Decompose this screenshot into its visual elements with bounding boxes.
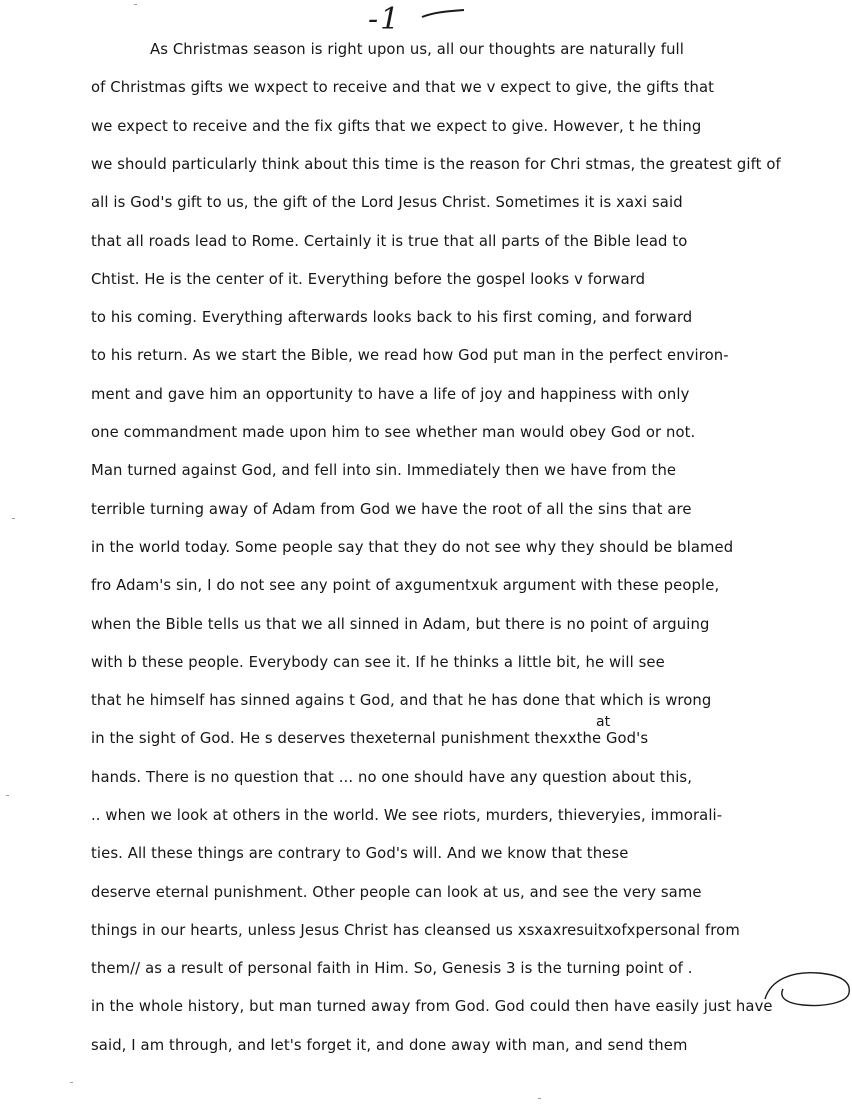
text-line: As Christmas season is right upon us, all our thoughts are naturally full — [150, 41, 684, 58]
text-line: in the sight of God. He s deserves thexeternal punishment thexxthe God's — [91, 730, 649, 747]
handwritten-dash-mark — [420, 8, 466, 22]
interlinear-insert: at — [596, 714, 611, 730]
text-line: Man turned against God, and fell into sin. Immediately then we have from the — [91, 462, 677, 479]
text-line: all is God's gift to us, the gift of the Lord Jesus Christ. Sometimes it is xaxi said — [91, 194, 683, 211]
text-line: deserve eternal punishment. Other people can look at us, and see the very same — [91, 884, 702, 901]
text-line: hands. There is no question that ... no one should have any question about this, — [91, 769, 693, 786]
speck — [538, 1098, 541, 1099]
text-line: terrible turning away of Adam from God we have the root of all the sins that are — [91, 501, 692, 518]
text-line: to his coming. Everything afterwards looks back to his first coming, and forward — [91, 309, 693, 326]
handwritten-circle-mark — [763, 969, 852, 1011]
text-line: that he himself has sinned agains t God, and that he has done that which is wrong — [91, 692, 712, 709]
text-line: with b these people. Everybody can see it. If he thinks a little bit, he will see — [91, 654, 665, 671]
text-line: when the Bible tells us that we all sinned in Adam, but there is no point of arguing — [91, 616, 710, 633]
text-line: one commandment made upon him to see whether man would obey God or not. — [91, 424, 696, 441]
speck — [6, 795, 9, 796]
speck — [70, 1082, 73, 1083]
text-line: we expect to receive and the fix gifts that we expect to give. However, t he thing — [91, 118, 702, 135]
text-line: in the whole history, but man turned away from God. God could then have easily just have — [91, 998, 773, 1015]
speck — [12, 518, 15, 519]
text-line: of Christmas gifts we wxpect to receive and that we v expect to give, the gifts that — [91, 79, 715, 96]
text-line: said, I am through, and let's forget it, and done away with man, and send them — [91, 1037, 688, 1054]
speck — [134, 4, 137, 5]
text-line: ment and gave him an opportunity to have a life of joy and happiness with only — [91, 386, 690, 403]
text-line: .. when we look at others in the world. We see riots, murders, thieveryies, immorali- — [91, 807, 723, 824]
text-line: Chtist. He is the center of it. Everything before the gospel looks v forward — [91, 271, 646, 288]
text-line: things in our hearts, unless Jesus Christ has cleansed us xsxaxresuitxofxpersonal from — [91, 922, 740, 939]
text-line: we should particularly think about this time is the reason for Chri stmas, the greatest gift of — [91, 156, 781, 173]
text-line: to his return. As we start the Bible, we read how God put man in the perfect environ- — [91, 347, 729, 364]
text-line: them// as a result of personal faith in Him. So, Genesis 3 is the turning point of . — [91, 960, 693, 977]
text-line: in the world today. Some people say that they do not see why they should be blamed — [91, 539, 734, 556]
text-line: that all roads lead to Rome. Certainly it is true that all parts of the Bible lead to — [91, 233, 688, 250]
page-number-mark: -1 — [368, 2, 402, 37]
text-line: fro Adam's sin, I do not see any point of axgumentxuk argument with these people, — [91, 577, 720, 594]
text-line: ties. All these things are contrary to God's will. And we know that these — [91, 845, 629, 862]
